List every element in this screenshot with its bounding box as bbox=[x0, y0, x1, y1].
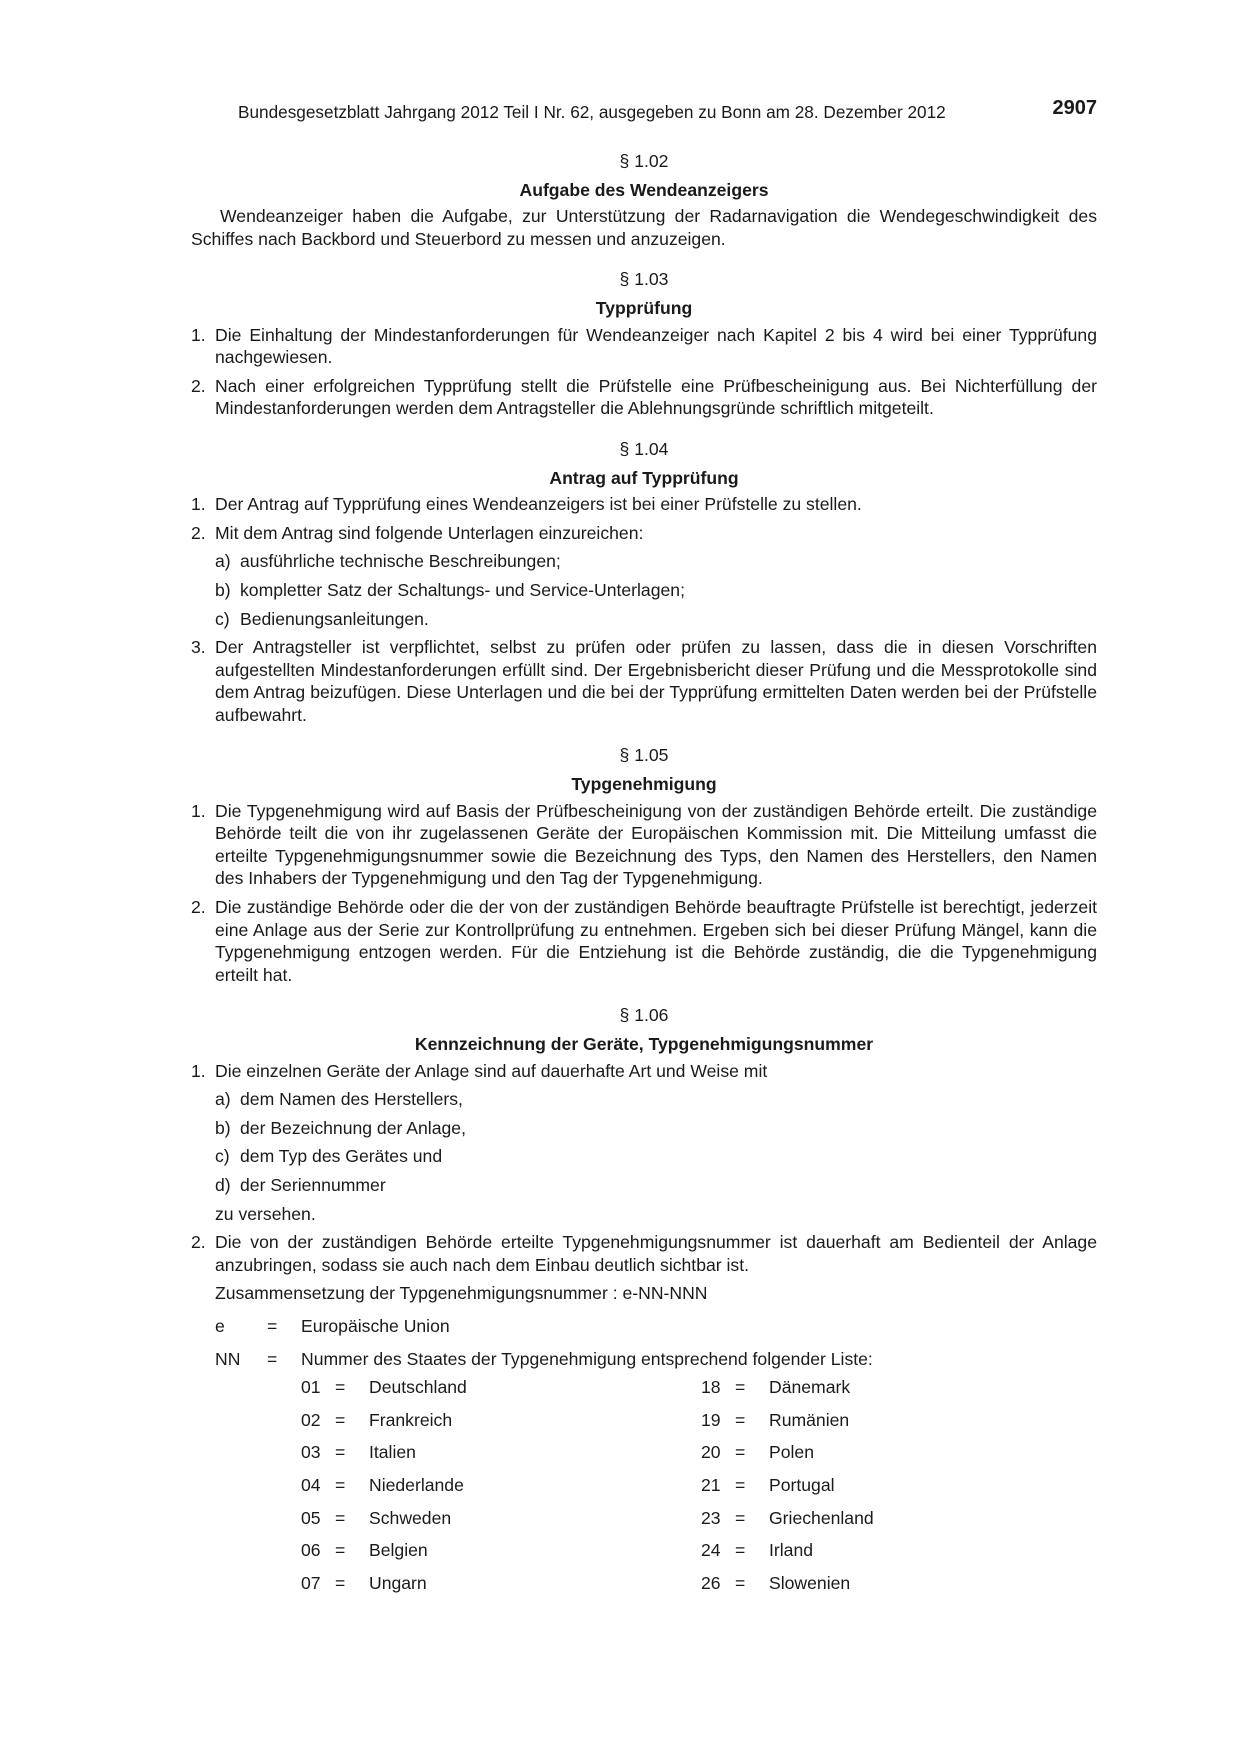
country-code: 19 bbox=[701, 1409, 721, 1430]
country-name: Frankreich bbox=[369, 1409, 453, 1430]
item-text: Mit dem Antrag sind folgende Unterlagen einzureichen: bbox=[215, 522, 644, 543]
sub-item-letter: a) bbox=[215, 1089, 231, 1110]
country-entry bbox=[701, 1376, 1101, 1399]
sub-item-text: dem Typ des Gerätes und bbox=[240, 1146, 443, 1167]
country-entry bbox=[701, 1572, 1101, 1595]
equals-sign: = bbox=[267, 1348, 278, 1369]
list-item bbox=[191, 324, 1097, 369]
country-code: 01 bbox=[301, 1377, 321, 1398]
sub-item bbox=[215, 579, 1097, 602]
sub-item-letter: c) bbox=[215, 608, 230, 629]
country-name: Belgien bbox=[369, 1540, 428, 1561]
equals-sign: = bbox=[735, 1572, 746, 1593]
country-name: Slowenien bbox=[769, 1572, 851, 1593]
item-text: Die zuständige Behörde oder die der von der zuständigen Behörde beauftragte Prüfstelle ist berechtigt, jederzeit eine Anlage aus der Serie zur Kontrollprüfung zu entnehmen. Ergeben sich bei dieser Prüfung Mängel, kann die Typgenehmigung entzogen werden. Für die Entziehung ist die Behörde zuständig, die die Typgenehmigung erteilt hat. bbox=[215, 897, 1097, 985]
country-code: 20 bbox=[701, 1442, 721, 1463]
item-number: 1. bbox=[191, 1060, 206, 1081]
definition-key: e bbox=[215, 1315, 225, 1336]
country-entry bbox=[301, 1572, 701, 1595]
country-entry bbox=[301, 1474, 701, 1497]
sub-item-text: Bedienungsanleitungen. bbox=[240, 608, 429, 629]
numbered-list bbox=[191, 800, 1097, 987]
section-title: Antrag auf Typprüfung bbox=[549, 467, 739, 488]
list-item bbox=[191, 522, 1097, 630]
section-1-06 bbox=[191, 1004, 1097, 1594]
item-text: Die von der zuständigen Behörde erteilte Typgenehmigungsnummer ist dauerhaft am Bedienteil der Anlage anzubringen, sodass sie auch nach dem Einbau deutlich sichtbar ist. bbox=[215, 1232, 1097, 1275]
definition-row bbox=[215, 1348, 1097, 1371]
country-code: 18 bbox=[701, 1377, 721, 1398]
list-item bbox=[191, 896, 1097, 986]
numbered-list bbox=[191, 493, 1097, 726]
item-number: 2. bbox=[191, 375, 206, 396]
country-entry bbox=[701, 1507, 1101, 1530]
definition-key: NN bbox=[215, 1348, 241, 1369]
country-name: Schweden bbox=[369, 1507, 452, 1528]
sub-item bbox=[215, 608, 1097, 631]
sub-item bbox=[215, 550, 1097, 573]
section-1-03 bbox=[191, 268, 1097, 420]
country-code: 02 bbox=[301, 1409, 321, 1430]
country-entry bbox=[301, 1409, 701, 1432]
sub-item bbox=[215, 1145, 1097, 1168]
sub-item bbox=[215, 1174, 1097, 1197]
equals-sign: = bbox=[735, 1540, 746, 1561]
country-entry bbox=[701, 1441, 1101, 1464]
country-name: Italien bbox=[369, 1442, 416, 1463]
equals-sign: = bbox=[735, 1377, 746, 1398]
sub-item bbox=[215, 1117, 1097, 1140]
list-item bbox=[191, 636, 1097, 726]
equals-sign: = bbox=[335, 1442, 346, 1463]
equals-sign: = bbox=[335, 1507, 346, 1528]
country-name: Ungarn bbox=[369, 1572, 427, 1593]
country-name: Niederlande bbox=[369, 1474, 464, 1495]
country-entry bbox=[701, 1409, 1101, 1432]
sub-item-letter: a) bbox=[215, 551, 231, 572]
country-code: 26 bbox=[701, 1572, 721, 1593]
item-number: 3. bbox=[191, 637, 206, 658]
country-name: Dänemark bbox=[769, 1377, 851, 1398]
item-number: 2. bbox=[191, 897, 206, 918]
country-entry bbox=[301, 1507, 701, 1530]
equals-sign: = bbox=[735, 1442, 746, 1463]
country-entry bbox=[301, 1539, 701, 1562]
sub-item-letter: b) bbox=[215, 1117, 231, 1138]
sub-item-text: dem Namen des Herstellers, bbox=[240, 1089, 463, 1110]
item-number: 1. bbox=[191, 494, 206, 515]
item-text: Der Antrag auf Typprüfung eines Wendeanzeigers ist bei einer Prüfstelle zu stellen. bbox=[215, 494, 862, 515]
country-entry bbox=[301, 1376, 701, 1399]
country-code: 05 bbox=[301, 1507, 321, 1528]
section-number: § 1.05 bbox=[619, 745, 669, 766]
numbered-list bbox=[191, 324, 1097, 420]
country-code: 04 bbox=[301, 1474, 321, 1495]
numbered-list bbox=[191, 1060, 1097, 1595]
closing-text: zu versehen. bbox=[215, 1203, 316, 1224]
list-item bbox=[191, 375, 1097, 420]
country-code: 03 bbox=[301, 1442, 321, 1463]
sub-item bbox=[215, 1088, 1097, 1111]
list-item bbox=[191, 1060, 1097, 1226]
section-title: Aufgabe des Wendeanzeigers bbox=[519, 179, 769, 200]
sub-item-text: kompletter Satz der Schaltungs- und Service-Unterlagen; bbox=[240, 579, 685, 600]
header-title: Bundesgesetzblatt Jahrgang 2012 Teil I Nr. 62, ausgegeben zu Bonn am 28. Dezember 2012 bbox=[238, 102, 946, 122]
page-header bbox=[191, 96, 1097, 126]
item-number: 1. bbox=[191, 324, 206, 345]
country-name: Polen bbox=[769, 1442, 814, 1463]
item-number: 2. bbox=[191, 1232, 206, 1253]
section-1-04 bbox=[191, 438, 1097, 727]
section-title: Typgenehmigung bbox=[571, 774, 717, 795]
country-code: 23 bbox=[701, 1507, 721, 1528]
sub-list bbox=[215, 1088, 1097, 1196]
section-title: Kennzeichnung der Geräte, Typgenehmigungsnummer bbox=[414, 1034, 874, 1054]
list-item bbox=[191, 800, 1097, 890]
sub-item-text: der Bezeichnung der Anlage, bbox=[240, 1117, 466, 1138]
country-name: Portugal bbox=[769, 1474, 835, 1495]
page-content bbox=[191, 150, 1097, 1612]
equals-sign: = bbox=[735, 1474, 746, 1495]
list-item bbox=[191, 1231, 1097, 1594]
sub-item-text: der Seriennummer bbox=[240, 1174, 386, 1195]
country-code: 21 bbox=[701, 1474, 721, 1495]
equals-sign: = bbox=[335, 1474, 346, 1495]
list-item bbox=[191, 493, 1097, 516]
sub-item-text: ausführliche technische Beschreibungen; bbox=[240, 551, 561, 572]
country-name: Deutschland bbox=[369, 1377, 467, 1398]
country-code-list bbox=[301, 1376, 1097, 1594]
composition-text: Zusammensetzung der Typgenehmigungsnummer : e-NN-NNN bbox=[215, 1283, 708, 1304]
sub-item-letter: d) bbox=[215, 1174, 231, 1195]
section-number: § 1.03 bbox=[619, 269, 669, 290]
section-1-02 bbox=[191, 150, 1097, 250]
sub-item-letter: c) bbox=[215, 1146, 230, 1167]
definition-row bbox=[215, 1315, 1097, 1338]
country-code: 24 bbox=[701, 1540, 721, 1561]
country-entry bbox=[701, 1539, 1101, 1562]
equals-sign: = bbox=[335, 1540, 346, 1561]
sub-item-letter: b) bbox=[215, 579, 231, 600]
section-1-05 bbox=[191, 744, 1097, 986]
equals-sign: = bbox=[335, 1572, 346, 1593]
section-number: § 1.06 bbox=[619, 1005, 669, 1026]
equals-sign: = bbox=[735, 1409, 746, 1430]
country-name: Griechenland bbox=[769, 1507, 874, 1528]
section-title: Typprüfung bbox=[595, 297, 693, 318]
page-number: 2907 bbox=[1052, 97, 1097, 119]
equals-sign: = bbox=[335, 1409, 346, 1430]
definition-value: Europäische Union bbox=[301, 1315, 450, 1336]
country-name: Irland bbox=[769, 1540, 814, 1561]
country-code: 07 bbox=[301, 1572, 321, 1593]
item-text: Die Einhaltung der Mindestanforderungen für Wendeanzeiger nach Kapitel 2 bis 4 wird bei einer Typprüfung nachgewiesen. bbox=[215, 324, 1097, 368]
item-number: 1. bbox=[191, 800, 206, 821]
country-code: 06 bbox=[301, 1540, 321, 1561]
sub-list bbox=[215, 550, 1097, 630]
item-text: Die einzelnen Geräte der Anlage sind auf dauerhafte Art und Weise mit bbox=[215, 1060, 768, 1081]
equals-sign: = bbox=[735, 1507, 746, 1528]
item-text: Nach einer erfolgreichen Typprüfung stellt die Prüfstelle eine Prüfbescheinigung aus. Bei Nichterfüllung der Mindestanforderungen werden dem Antragsteller die Ablehnungsgründe schriftlich mitgeteilt. bbox=[215, 375, 1097, 419]
country-entry bbox=[301, 1441, 701, 1464]
item-number: 2. bbox=[191, 522, 206, 543]
definition-value: Nummer des Staates der Typgenehmigung entsprechend folgender Liste: bbox=[301, 1348, 873, 1369]
item-text: Der Antragsteller ist verpflichtet, selbst zu prüfen oder prüfen zu lassen, dass die in diesen Vorschriften aufgestellten Mindestanforderungen erfüllt sind. Der Ergebnisbericht dieser Prüfung und die Messprotokolle sind dem Antrag beizufügen. Diese Unterlagen und die bei der Typprüfung ermittelten Daten werden bei der Prüfstelle aufbewahrt. bbox=[215, 637, 1097, 725]
section-number: § 1.02 bbox=[619, 151, 669, 171]
section-number: § 1.04 bbox=[619, 438, 669, 459]
section-text: Wendeanzeiger haben die Aufgabe, zur Unterstützung der Radarnavigation die Wendegeschwindigkeit des Schiffes nach Backbord und Steuerbord zu messen und anzuzeigen. bbox=[191, 206, 1097, 249]
item-text: Die Typgenehmigung wird auf Basis der Prüfbescheinigung von der zuständigen Behörde erteilt. Die zuständige Behörde teilt die von ihr zugelassenen Geräte der Europäischen Kommission mit. Die Mitteilung umfasst die erteilte Typgenehmigungsnummer sowie die Bezeichnung des Typs, den Namen des Herstellers, den Namen des Inhabers der Typgenehmigung und den Tag der Typgenehmigung. bbox=[215, 800, 1097, 889]
country-entry bbox=[701, 1474, 1101, 1497]
country-name: Rumänien bbox=[769, 1409, 850, 1430]
equals-sign: = bbox=[267, 1315, 278, 1336]
equals-sign: = bbox=[335, 1377, 346, 1398]
